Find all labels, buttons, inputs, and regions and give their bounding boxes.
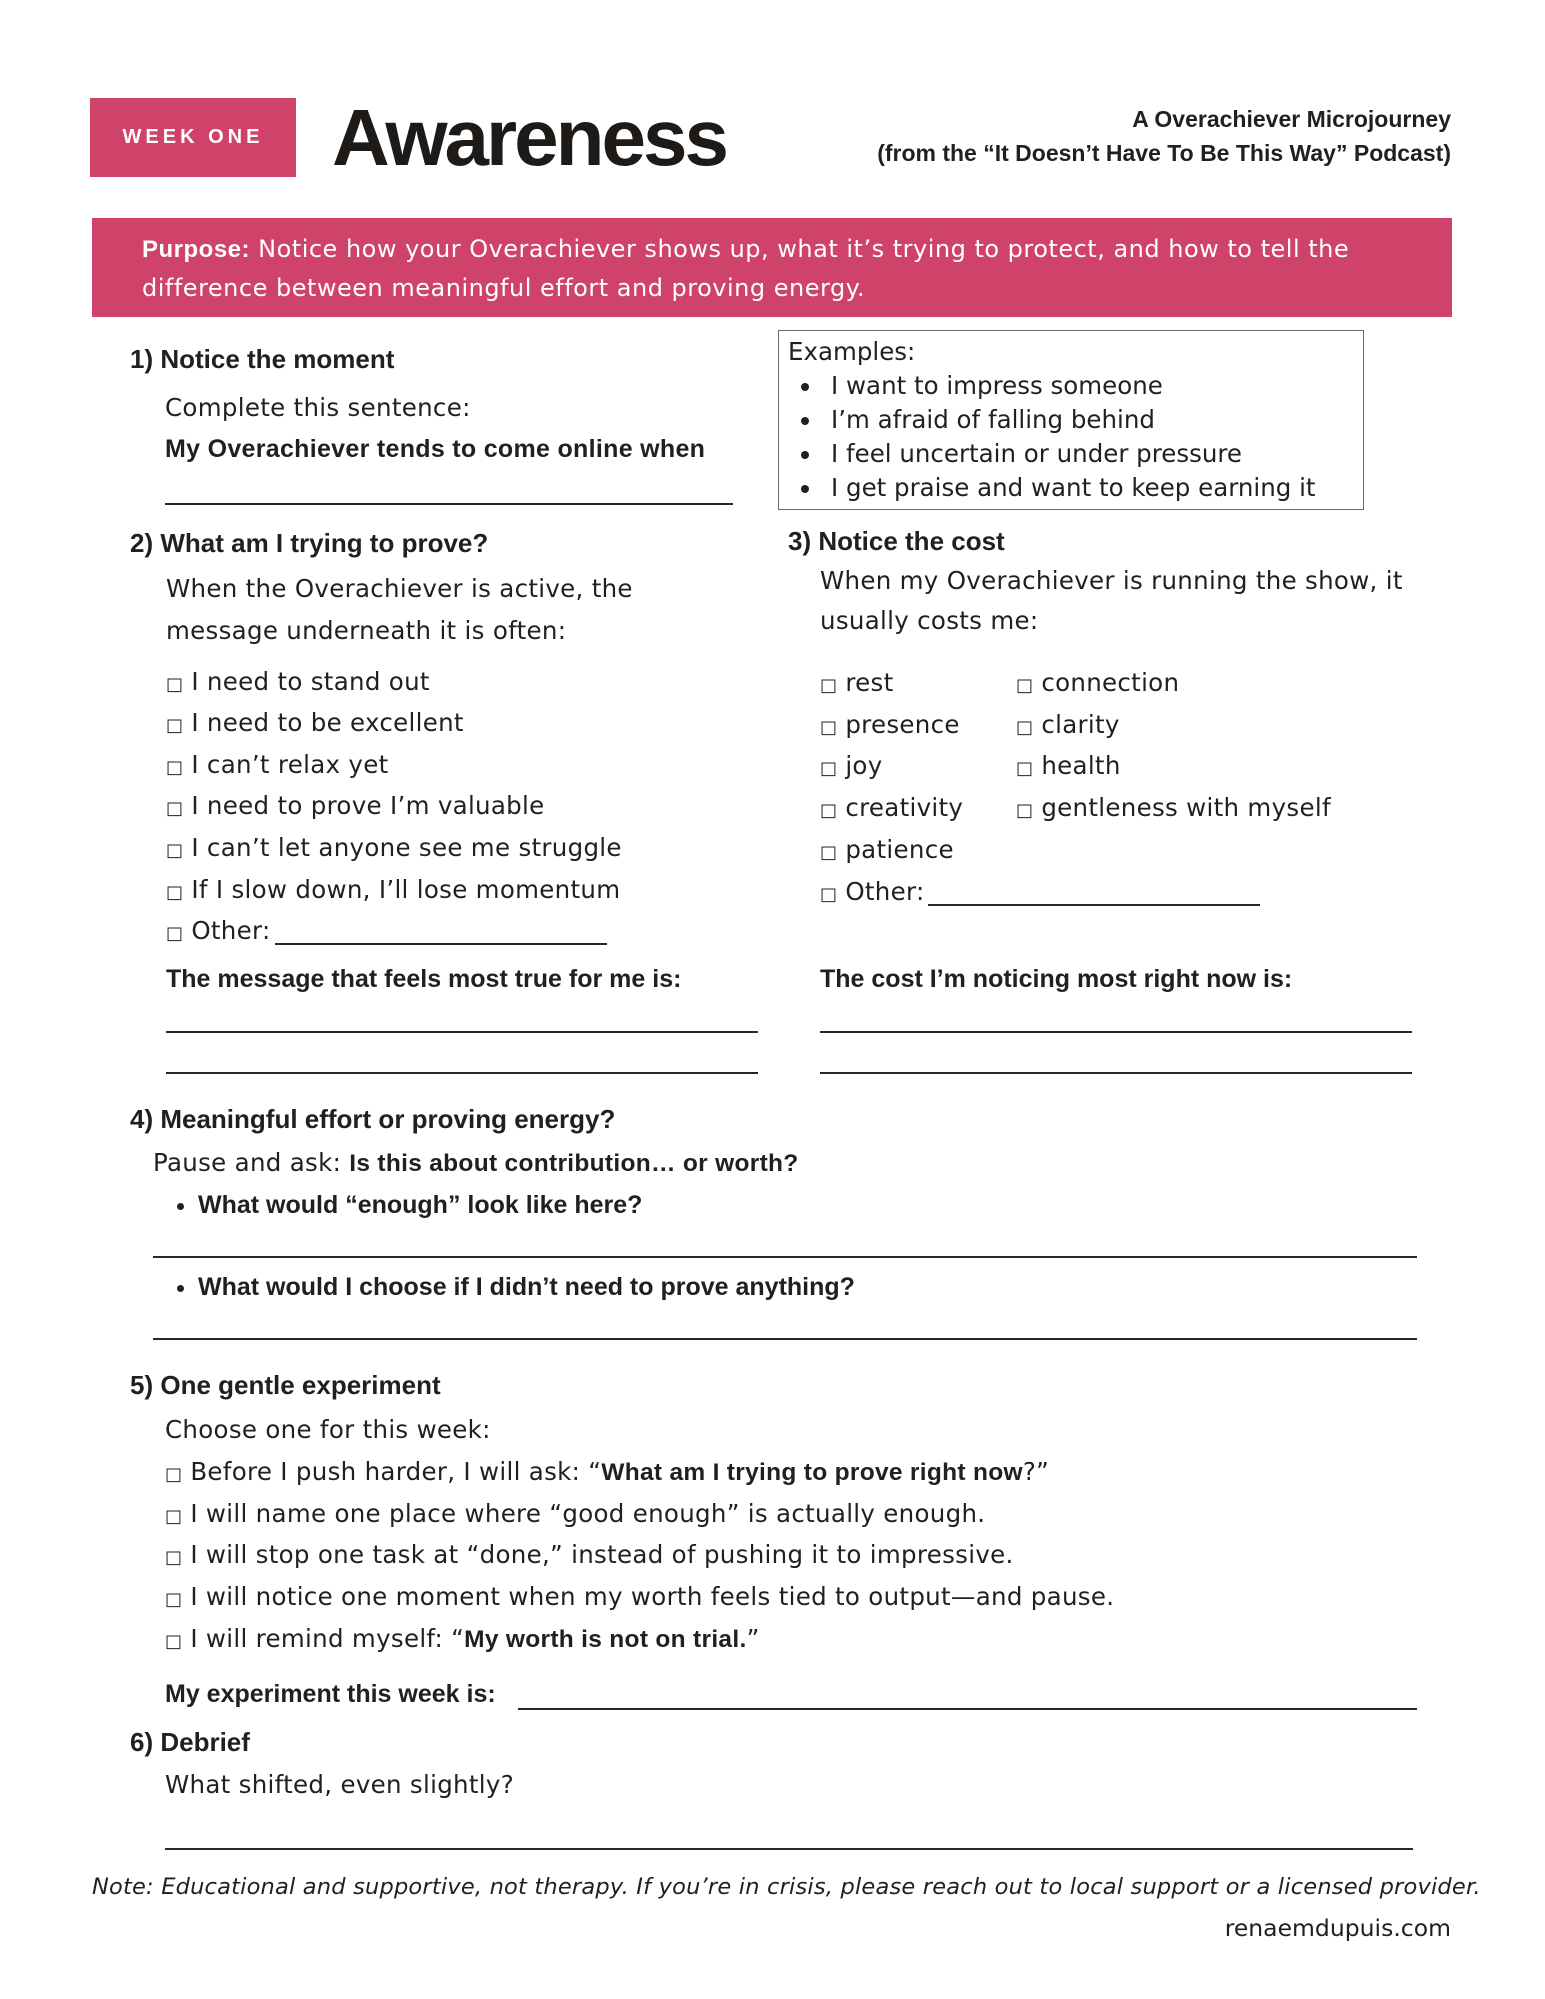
experiment-option[interactable]: □ I will notice one moment when my worth feels tied to output—and pause. xyxy=(165,1582,1115,1611)
section-5-heading: 5) One gentle experiment xyxy=(130,1370,441,1400)
checkbox-icon[interactable]: □ xyxy=(165,1631,183,1652)
section-4-question-2: • What would I choose if I didn’t need to prove anything? xyxy=(170,1272,855,1302)
cost-option[interactable]: □ presence xyxy=(820,710,960,739)
section-2-answer-line[interactable] xyxy=(166,1031,758,1033)
section-5-answer-line[interactable] xyxy=(518,1708,1417,1710)
purpose-bar xyxy=(92,218,1452,317)
checkbox-icon[interactable]: □ xyxy=(820,717,838,738)
section-2-intro-2: message underneath it is often: xyxy=(166,616,567,645)
section-3-answer-line[interactable] xyxy=(820,1031,1412,1033)
cost-option[interactable]: □ clarity xyxy=(1016,710,1120,739)
experiment-option[interactable]: □ I will stop one task at “done,” instead of pushing it to impressive. xyxy=(165,1540,1014,1569)
section-4-heading: 4) Meaningful effort or proving energy? xyxy=(130,1104,616,1134)
section-1-heading: 1) Notice the moment xyxy=(130,344,395,374)
purpose-text: Notice how your Overachiever shows up, what it’s trying to protect, and how to tell the difference between meaningful effort and proving energy. xyxy=(142,235,1350,302)
prove-option[interactable]: □ I need to be excellent xyxy=(166,708,464,737)
section-2-intro-1: When the Overachiever is active, the xyxy=(166,574,633,603)
cost-other-line[interactable] xyxy=(928,904,1260,906)
checkbox-icon[interactable]: □ xyxy=(820,800,838,821)
page-title: Awareness xyxy=(332,93,727,182)
cost-option[interactable]: □ gentleness with myself xyxy=(1016,793,1331,822)
section-2-answer-line[interactable] xyxy=(166,1072,758,1074)
example-item: • I feel uncertain or under pressure xyxy=(823,437,1354,471)
checkbox-icon[interactable]: □ xyxy=(165,1506,183,1527)
checkbox-icon[interactable]: □ xyxy=(820,842,838,863)
checkbox-icon[interactable]: □ xyxy=(166,715,184,736)
section-2-prompt: The message that feels most true for me is: xyxy=(166,965,682,993)
cost-option[interactable]: □ rest xyxy=(820,668,894,697)
cost-option-other[interactable]: □ Other: xyxy=(820,877,925,906)
checkbox-icon[interactable]: □ xyxy=(166,757,184,778)
example-item: • I get praise and want to keep earning it xyxy=(823,471,1354,505)
examples-label: Examples: xyxy=(788,337,916,366)
week-badge: WEEK ONE xyxy=(90,98,296,177)
checkbox-icon[interactable]: □ xyxy=(1016,717,1034,738)
section-1-prompt: My Overachiever tends to come online when xyxy=(165,435,706,463)
subtitle xyxy=(877,102,1451,170)
section-6-answer-line[interactable] xyxy=(165,1848,1413,1850)
cost-option[interactable]: □ joy xyxy=(820,751,883,780)
examples-list xyxy=(788,369,1354,505)
prove-option[interactable]: □ I can’t let anyone see me struggle xyxy=(166,833,622,862)
checkbox-icon[interactable]: □ xyxy=(165,1547,183,1568)
experiment-option[interactable]: □ I will name one place where “good enough” is actually enough. xyxy=(165,1499,986,1528)
cost-option[interactable]: □ health xyxy=(1016,751,1121,780)
footer-note: Note: Educational and supportive, not therapy. If you’re in crisis, please reach out to local support or a licensed provider. xyxy=(92,1874,1481,1900)
prove-option[interactable]: □ If I slow down, I’ll lose momentum xyxy=(166,875,621,904)
section-4-answer-line[interactable] xyxy=(153,1338,1417,1340)
examples-box xyxy=(778,330,1364,510)
cost-option[interactable]: □ patience xyxy=(820,835,954,864)
checkbox-icon[interactable]: □ xyxy=(820,758,838,779)
section-3-prompt: The cost I’m noticing most right now is: xyxy=(820,965,1293,993)
checkbox-icon[interactable]: □ xyxy=(1016,758,1034,779)
prove-other-line[interactable] xyxy=(275,943,607,945)
prove-option[interactable]: □ I need to prove I’m valuable xyxy=(166,791,545,820)
checkbox-icon[interactable]: □ xyxy=(166,923,184,944)
section-3-intro-1: When my Overachiever is running the show, it xyxy=(820,566,1403,595)
checkbox-icon[interactable]: □ xyxy=(165,1589,183,1610)
subtitle-line-1: A Overachiever Microjourney xyxy=(1132,106,1451,132)
example-item: • I’m afraid of falling behind xyxy=(823,403,1354,437)
prove-option[interactable]: □ I can’t relax yet xyxy=(166,750,389,779)
checkbox-icon[interactable]: □ xyxy=(1016,675,1034,696)
section-3-heading: 3) Notice the cost xyxy=(788,526,1005,556)
section-4-ask: Pause and ask: Is this about contribution… or worth? xyxy=(153,1148,799,1177)
prove-option[interactable]: □ I need to stand out xyxy=(166,667,430,696)
section-5-instruction: Choose one for this week: xyxy=(165,1415,491,1444)
subtitle-line-2: (from the “It Doesn’t Have To Be This Way” Podcast) xyxy=(877,140,1451,166)
section-2-heading: 2) What am I trying to prove? xyxy=(130,528,489,558)
checkbox-icon[interactable]: □ xyxy=(820,884,838,905)
checkbox-icon[interactable]: □ xyxy=(1016,800,1034,821)
section-5-prompt: My experiment this week is: xyxy=(165,1680,496,1708)
section-6-heading: 6) Debrief xyxy=(130,1727,250,1757)
cost-option[interactable]: □ connection xyxy=(1016,668,1180,697)
section-6-question: What shifted, even slightly? xyxy=(165,1770,514,1799)
section-1-answer-line[interactable] xyxy=(165,503,733,505)
checkbox-icon[interactable]: □ xyxy=(166,840,184,861)
checkbox-icon[interactable]: □ xyxy=(166,882,184,903)
section-3-intro-2: usually costs me: xyxy=(820,606,1039,635)
experiment-option[interactable]: □ Before I push harder, I will ask: “What am I trying to prove right now?” xyxy=(165,1457,1050,1486)
example-item: • I want to impress someone xyxy=(823,369,1354,403)
checkbox-icon[interactable]: □ xyxy=(166,798,184,819)
footer-site: renaemdupuis.com xyxy=(1224,1914,1451,1942)
purpose-label: Purpose: xyxy=(142,236,251,263)
checkbox-icon[interactable]: □ xyxy=(166,674,184,695)
section-3-answer-line[interactable] xyxy=(820,1072,1412,1074)
cost-option[interactable]: □ creativity xyxy=(820,793,964,822)
checkbox-icon[interactable]: □ xyxy=(820,675,838,696)
section-4-answer-line[interactable] xyxy=(153,1256,1417,1258)
prove-option-other[interactable]: □ Other: xyxy=(166,916,271,945)
experiment-option[interactable]: □ I will remind myself: “My worth is not on trial.” xyxy=(165,1624,760,1653)
section-1-instruction: Complete this sentence: xyxy=(165,393,471,422)
checkbox-icon[interactable]: □ xyxy=(165,1464,183,1485)
section-4-question-1: • What would “enough” look like here? xyxy=(170,1190,642,1220)
